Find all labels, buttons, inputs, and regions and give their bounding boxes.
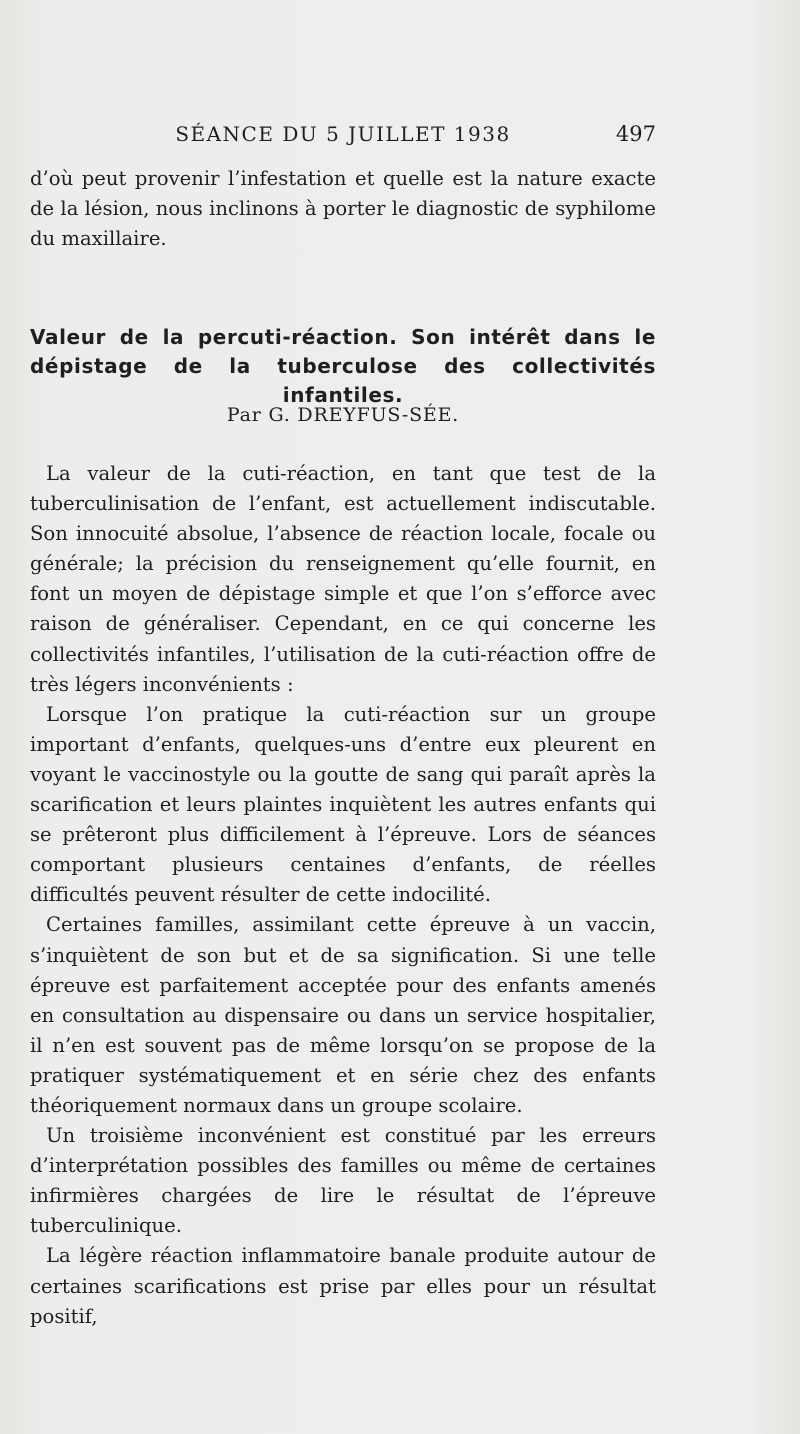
running-title: SÉANCE DU 5 JUILLET 1938 — [175, 122, 511, 146]
body-paragraph: Lorsque l’on pratique la cuti-réaction sur un groupe important d’enfants, quelques-uns d’entre eux pleurent en voyant le vaccinostyle ou la goutte de sang qui paraît après la scarification et leurs plaintes inquiètent les autres enfants qui se prêteront plus difficilement à l’épreuve. Lors de séances comportant plusieurs centaines d’enfants, de réelles difficultés peuvent résulter de cette indocilité. — [30, 702, 656, 907]
body-paragraph: La valeur de la cuti-réaction, en tant que test de la tuberculinisation de l’enfant, est actuellement indiscutable. Son innocuité absolue, l’absence de réaction locale, focale ou générale; la précision du renseignement qu’elle fournit, en font un moyen de dépistage simple et que l’on s’efforce avec raison de généraliser. Cependant, en ce qui concerne les collectivités infantiles, l’utilisation de la cuti-réaction offre de très légers inconvénients : — [30, 462, 656, 696]
running-head — [30, 116, 656, 152]
body-paragraph: Certaines familles, assimilant cette épreuve à un vaccin, s’inquiètent de son but et de sa signification. Si une telle épreuve est parfaitement acceptée pour des enfants amenés en consultation au dispensaire ou dans un service hospitalier, il n’en est souvent pas de même lorsqu’on se propose de la pratiquer systématiquement et en série chez des enfants théoriquement normaux dans un groupe scolaire. — [30, 913, 656, 1117]
article-title: Valeur de la percuti-réaction. Son intérêt dans le dépistage de la tuberculose des collectivités infantiles. — [30, 325, 656, 407]
intro-paragraph: d’où peut provenir l’infestation et quelle est la nature exacte de la lésion, nous inclinons à porter le diagnostic de syphilome du maxillaire. — [30, 167, 656, 251]
article-body — [30, 459, 656, 1332]
intro-text — [30, 164, 656, 254]
body-paragraph: La légère réaction inflammatoire banale produite autour de certaines scarifications est prise par elles pour un résultat positif, — [30, 1244, 656, 1328]
page-number: 497 — [615, 122, 656, 146]
article-byline: Par G. DREYFUS-SÉE. — [226, 404, 460, 426]
body-paragraph: Un troisième inconvénient est constitué par les erreurs d’interprétation possibles des familles ou même de certaines infirmières chargées de lire le résultat de l’épreuve tuberculinique. — [30, 1124, 656, 1238]
